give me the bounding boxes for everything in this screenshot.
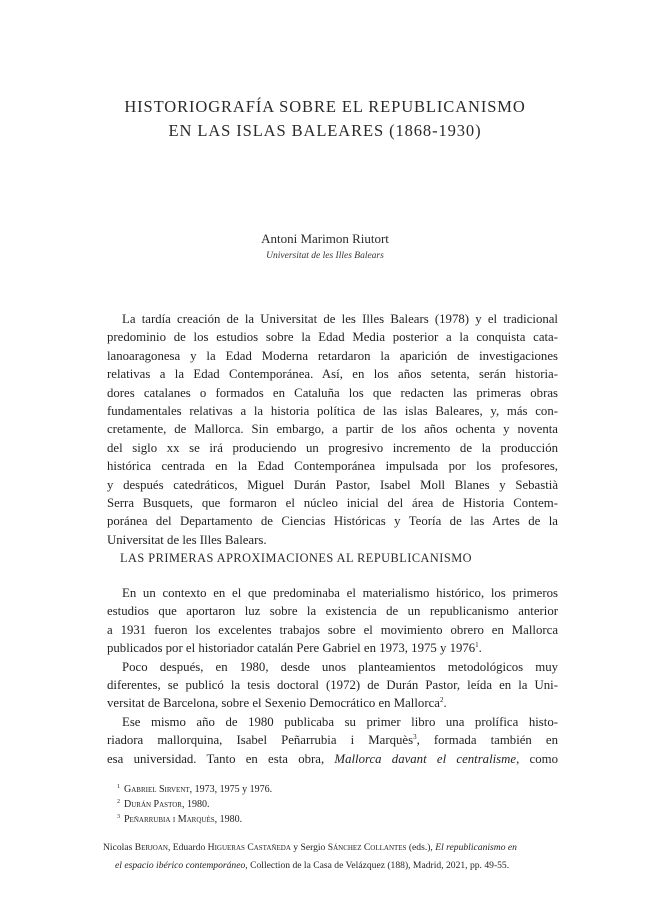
- footnote: [117, 812, 272, 827]
- paragraph-line: fundamentales relativas a la historia política de las islas Baleares, y, más con-: [107, 403, 558, 418]
- author-affiliation: Universitat de les Illes Balears: [266, 251, 384, 261]
- footnote-ref[interactable]: 2: [439, 696, 444, 705]
- footnote-number: 3: [117, 814, 120, 820]
- editor-name: Berjoan: [134, 842, 168, 853]
- book-citation: [103, 839, 563, 875]
- editor-name: Higueras Castañeda: [207, 842, 291, 853]
- paragraph-line: dores catalanes o formados en Cataluña los que redacten las primeras obras: [107, 385, 558, 400]
- paragraph-line: relativas a la Edad Contemporánea. Así, en los años setenta, serán historia-: [107, 367, 558, 382]
- paragraph-line: La tardía creación de la Universitat de les Illes Balears (1978) y el tradicional: [122, 312, 558, 326]
- chapter-title: [0, 95, 650, 143]
- footnote-author: Gabriel Sirvent: [124, 784, 190, 795]
- author-name: Antoni Marimon Riutort: [261, 231, 389, 246]
- book-title: el espacio ibérico contemporáneo: [115, 860, 246, 871]
- paragraph-line: [107, 639, 558, 657]
- footnote-author: Peñarrubia i Marquès: [124, 814, 215, 825]
- footnote-author: Durán Pastor: [124, 799, 182, 810]
- section-heading: LAS PRIMERAS APROXIMACIONES AL REPUBLICANISMO: [120, 551, 473, 565]
- paragraph-line: cretamente, de Mallorca. Sin embargo, a partir de los años ochenta y noventa: [107, 422, 558, 437]
- chapter-title-line-1: HISTORIOGRAFÍA SOBRE EL REPUBLICANISMO: [124, 97, 526, 116]
- citation-line: [103, 839, 563, 857]
- line-text: versitat de Barcelona, sobre el Sexenio Democrático en Mallorca: [107, 696, 440, 711]
- citation-line: [103, 857, 563, 875]
- citation-text: Nicolas: [103, 842, 135, 853]
- intro-paragraph: [107, 310, 558, 549]
- citation-text: (eds.),: [406, 842, 436, 853]
- paragraph-line: estudios que aportaron luz sobre la existencia de un republicanismo anterior: [107, 604, 558, 619]
- line-text: , formada también en: [416, 733, 558, 748]
- footnote-ref[interactable]: 1: [475, 641, 479, 650]
- citation-text: , Eduardo: [167, 842, 208, 853]
- paragraph-line: En un contexto en el que predominaba el materialismo histórico, los primeros: [122, 586, 558, 600]
- paragraph-line: Poco después, en 1980, desde unos planteamientos metodológicos muy: [122, 659, 558, 674]
- citation-text: , Collection de la Casa de Velázquez (188), Madrid, 2021, pp. 49-55.: [245, 860, 510, 871]
- paragraph-line: histórica centrada en la Edad Contemporánea impulsada por los profesores,: [107, 459, 558, 474]
- paragraph-line: lanoaragonesa y la Edad Moderna retardaron la aparición de investigaciones: [107, 348, 558, 363]
- line-text: riadora mallorquina, Isabel Peñarrubia i Marquès: [107, 733, 414, 748]
- paragraph-line: Serra Busquets, que formaron el núcleo inicial del área de Historia Contem-: [107, 495, 558, 510]
- paragraph-line: [107, 694, 558, 712]
- paragraph-line: [107, 750, 558, 768]
- footnote-ref[interactable]: 3: [413, 733, 417, 742]
- section-body: [107, 584, 558, 768]
- footnote-number: 2: [117, 799, 120, 805]
- footnote: [117, 797, 272, 812]
- book-title: Mallorca davant el centralisme: [334, 751, 517, 766]
- citation-text: y Sergio: [290, 842, 328, 853]
- paragraph-line: poránea del Departamento de Ciencias Históricas y Teoría de las Artes de la: [107, 514, 558, 529]
- footnotes: [117, 782, 272, 827]
- line-text: .: [478, 641, 482, 656]
- footnote: [117, 782, 272, 797]
- line-text: .: [443, 696, 447, 711]
- paragraph-line: a 1931 fueron los excelentes trabajos sobre el movimiento obrero en Mallorca: [107, 622, 558, 637]
- line-text: , como: [516, 751, 558, 766]
- book-title: El republicanismo en: [435, 842, 517, 853]
- editor-name: Sánchez Collantes: [327, 842, 407, 853]
- footnote-number: 1: [117, 784, 120, 790]
- footnote-text: , 1973, 1975 y 1976.: [189, 784, 273, 795]
- line-text: esa universidad. Tanto en esta obra,: [107, 751, 335, 766]
- paragraph-line: y después catedráticos, Miguel Durán Pastor, Isabel Moll Blanes y Sebastià: [107, 477, 558, 492]
- chapter-title-line-2: EN LAS ISLAS BALEARES (1868-1930): [168, 121, 482, 140]
- footnote-text: , 1980.: [214, 814, 243, 825]
- paragraph-line: del siglo xx se irá produciendo un progresivo incremento de la producción: [107, 440, 558, 455]
- paragraph-line: diferentes, se publicó la tesis doctoral (1972) de Durán Pastor, leída en la Uni-: [107, 677, 558, 692]
- paragraph-line: Ese mismo año de 1980 publicaba su primer libro una prolífica histo-: [122, 714, 558, 729]
- paragraph-line: Universitat de les Illes Balears.: [107, 532, 267, 547]
- paragraph-line: [107, 731, 558, 749]
- footnote-text: , 1980.: [181, 799, 210, 810]
- line-text: publicados por el historiador catalán Pere Gabriel en 1973, 1975 y 1976: [107, 641, 476, 656]
- paragraph-line: predominio de los estudios sobre la Edad Media posterior a la conquista cata-: [107, 330, 558, 345]
